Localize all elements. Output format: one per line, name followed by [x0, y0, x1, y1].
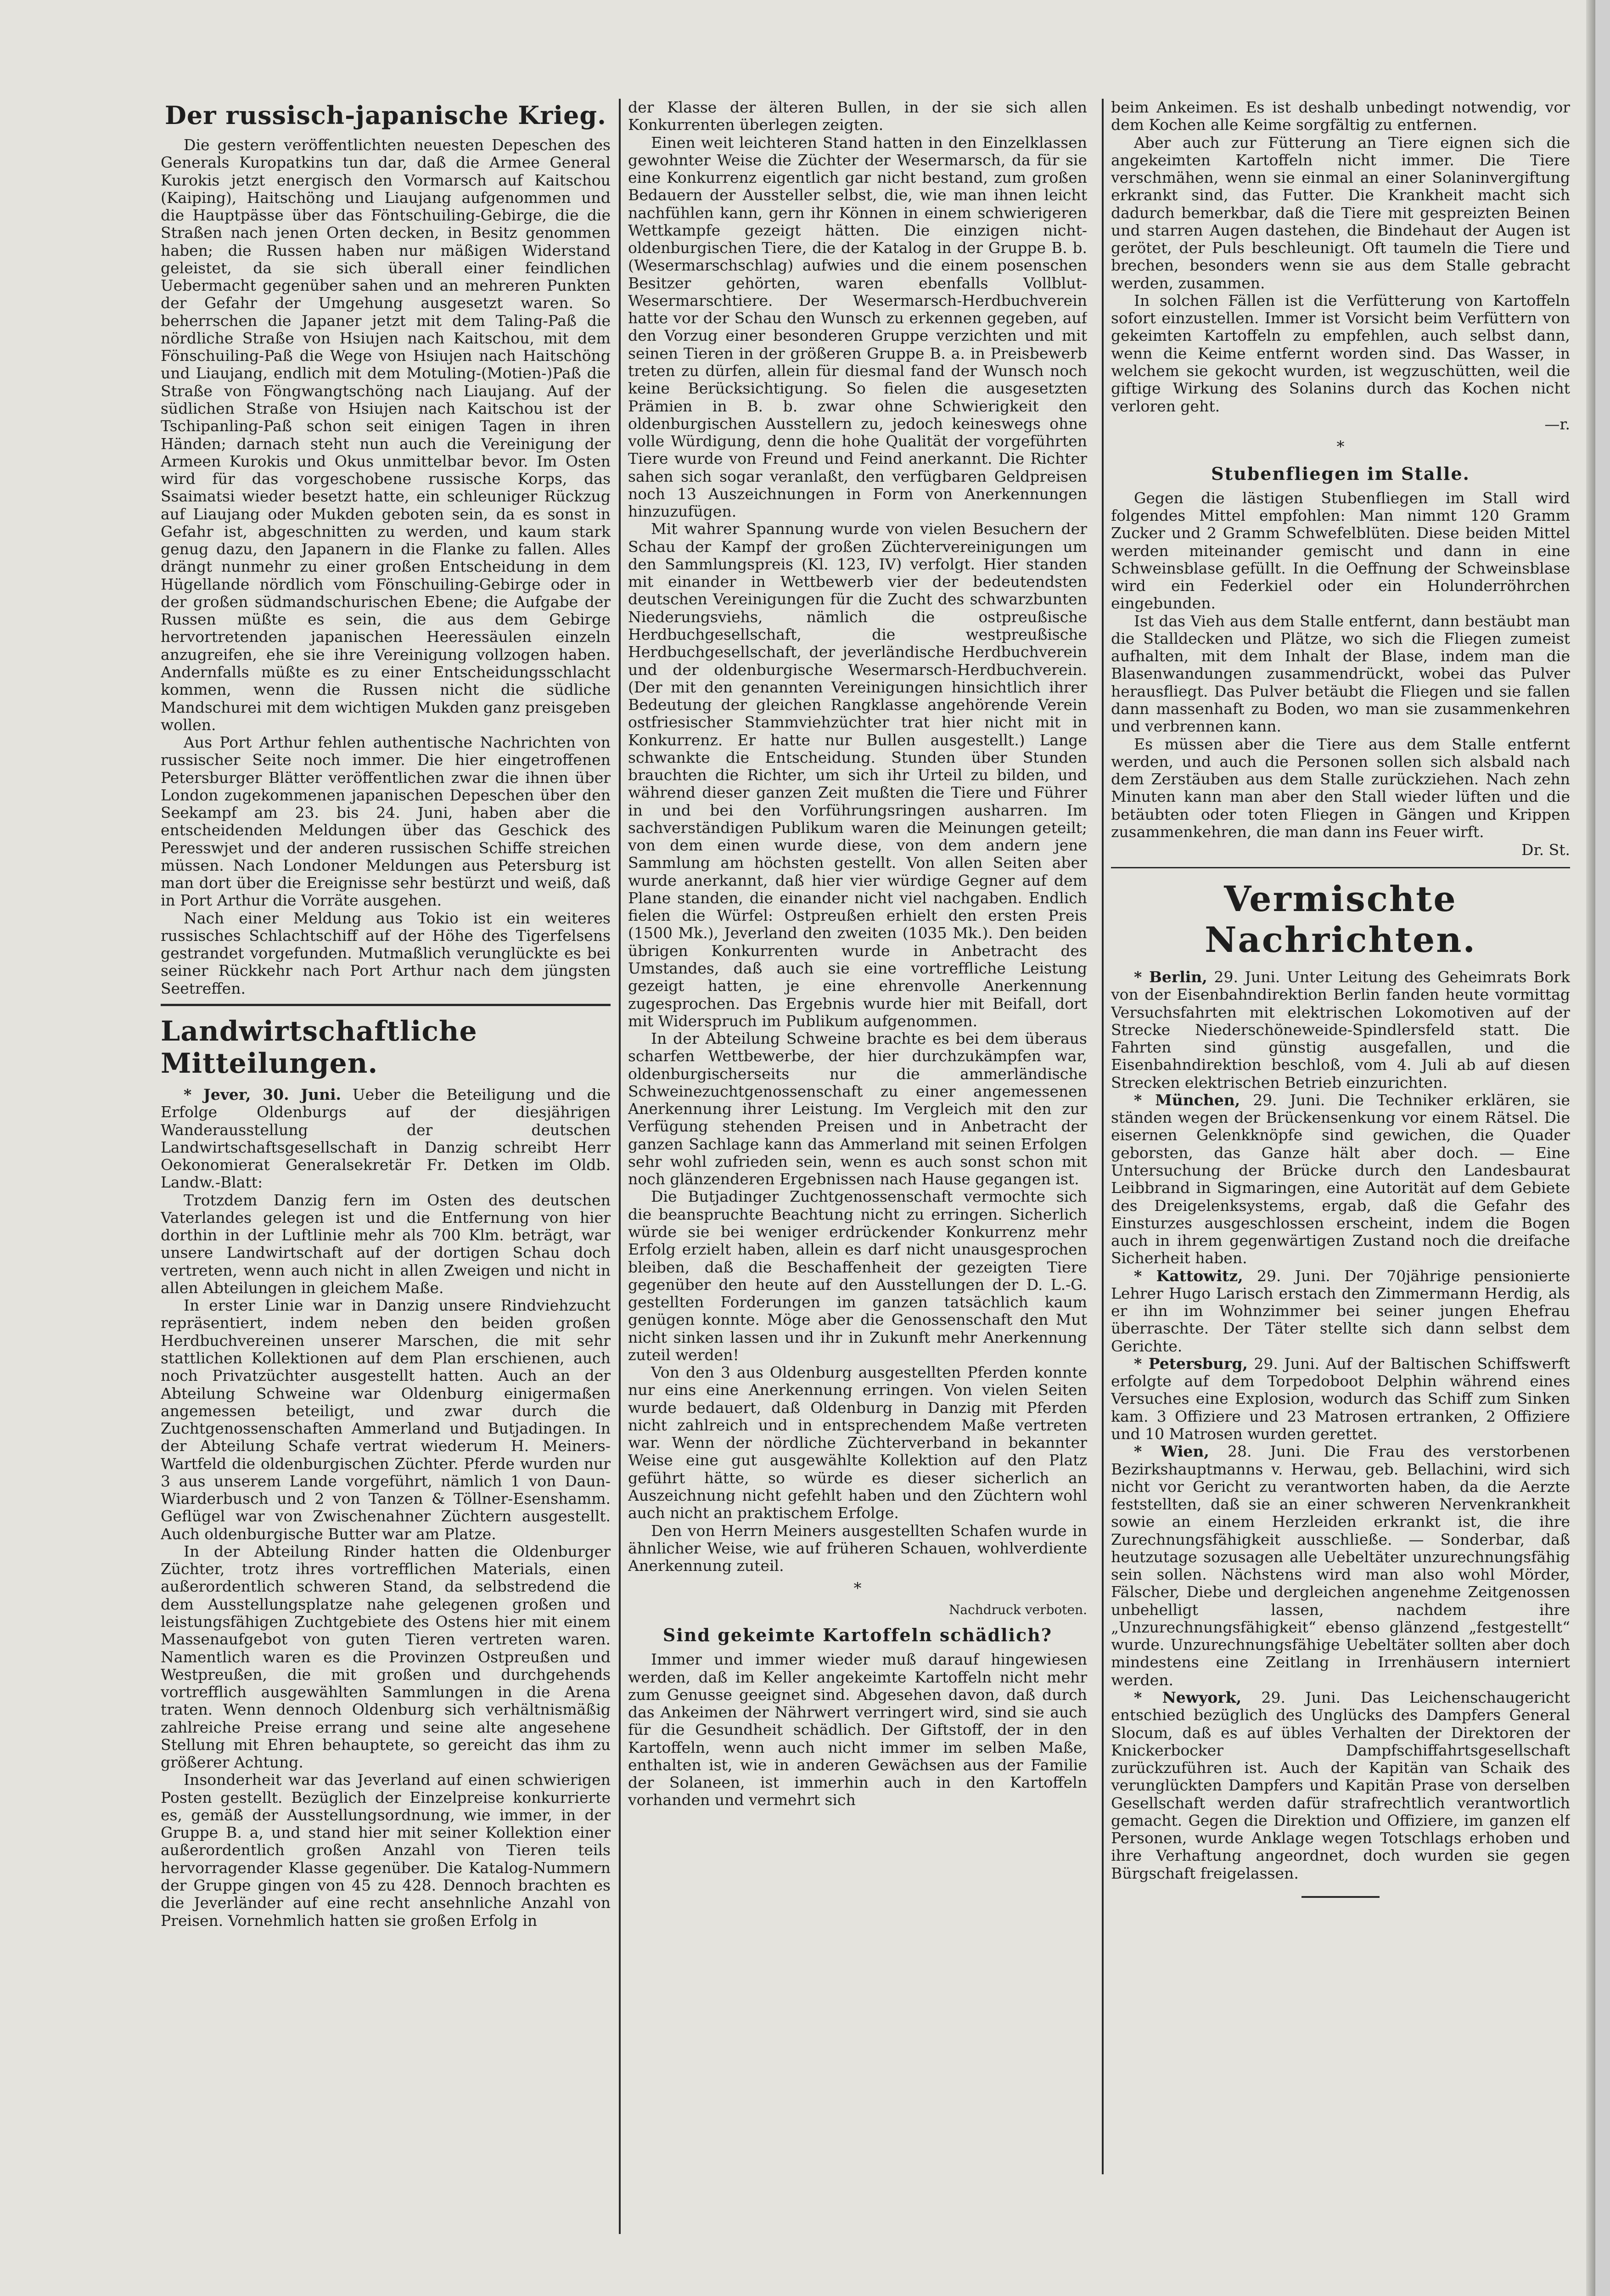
column-1 — [161, 99, 611, 2296]
news-text: 29. Juni. Unter Leitung des Geheimrats Bork von der Eisenbahndirektion Berlin fanden heute vormittag Versuchsfahrten mit elektrischen Lokomotiven auf der Strecke Niederschöneweide-Spindlersfeld statt. Die Fahrten sind günstig ausgefallen, und die Eisenbahndirektion beschloß, vom 4. Juli ab auf diesen Strecken elektrischen Betrieb einzurichten. — [1111, 968, 1570, 1092]
article-paragraph: Von den 3 aus Oldenburg ausgestellten Pferden konnte nur eins eine Anerkennung erringen. Von vielen Seiten wurde bedauert, daß Oldenburg in Danzig mit Pferden nicht zahlreich und in entsprechendem Maße vertreten war. Wenn der nördliche Züchterverband in bekannter Weise eine gut ausgewählte Kollektion auf den Platz geführt hätte, so würde es dieser sicherlich an Auszeichnung nicht gefehlt haben und den Züchtern wohl auch nicht an praktischem Erfolge. — [628, 1363, 1087, 1522]
news-item — [1111, 1092, 1570, 1267]
article-paragraph: Ist das Vieh aus dem Stalle entfernt, dann bestäubt man die Stalldecken und Plätze, wo sich die Fliegen zumeist aufhalten, mit dem Inhalt der Blase, indem man die Blasenwandungen zusammendrückt, wobei das Pulver herausfliegt. Das Pulver betäubt die Fliegen und sie fallen dann massenhaft zu Boden, wo man sie zusammenkehren und verbrennen kann. — [1111, 612, 1570, 736]
article-paragraph: Den von Herrn Meiners ausgestellten Schafen wurde in ähnlicher Weise, wie auf früheren Schauen, wohlverdiente Anerkennung zuteil. — [628, 1521, 1087, 1575]
article-paragraph: In solchen Fällen ist die Verfütterung von Kartoffeln sofort einzustellen. Immer ist Vorsicht beim Verfüttern von gekeimten Kartoffeln zu empfehlen, auch selbst dann, wenn die Keime entfernt worden sind. Das Wasser, in welchem sie gekocht wurden, ist wegzuschütten, weil die giftige Wirkung des Solanins durch das Kochen nicht verloren geht. — [1111, 291, 1570, 415]
news-item — [1111, 1267, 1570, 1355]
section-divider — [161, 1004, 611, 1006]
column-divider — [619, 99, 621, 2234]
section-title-misc-news: Vermischte Nachrichten. — [1205, 878, 1476, 961]
author-signature: —r. — [1544, 415, 1570, 433]
news-item — [1111, 1443, 1570, 1689]
article-paragraph: Immer und immer wieder muß darauf hingewiesen werden, daß im Keller angekeimte Kartoffeln nicht mehr zum Genusse geeignet sind. Abgesehen davon, daß durch das Ankeimen der Nährwert verringert wird, sind sie auch für die Gesundheit schädlich. Der Giftstoff, der in den Kartoffeln, wenn auch nicht immer im selben Maße, enthalten ist, wie in anderen Gewächsen aus der Familie der Solaneen, ist immerhin auch in den Kartoffeln vorhanden und vermehrt sich — [628, 1650, 1087, 1809]
column-2 — [628, 99, 1087, 2296]
article-title-war: Der russisch-japanische Krieg. — [165, 101, 606, 130]
article-paragraph: der Klasse der älteren Bullen, in der sie sich allen Konkurrenten überlegen zeigten. — [628, 99, 1087, 134]
dateline: * Wien, — [1134, 1442, 1209, 1461]
article-paragraph — [161, 1086, 611, 1192]
article-paragraph: In der Abteilung Rinder hatten die Oldenburger Züchter, trotz ihres vortrefflichen Materials, einen außerordentlich schweren Stand, da selbstredend die dem Ausstellungsplatze nahe gelegenen großen und leistungsfähigen Zuchtgebiete des Ostens hier mit einem Massenaufgebot von guten Tieren vertreten waren. Namentlich waren es die Provinzen Ostpreußen und Westpreußen, die mit großen und durchgehends vortrefflich ausgewählten Sammlungen in die Arena traten. Wenn dennoch Oldenburg sich verhältnismäßig zahlreiche Preise errang und seine alte angesehene Stellung mit Ehren behauptete, so gereicht das ihm zu größerer Achtung. — [161, 1542, 611, 1772]
dateline: * München, — [1134, 1091, 1240, 1109]
section-divider — [1111, 867, 1570, 868]
news-text: 29. Juni. Der 70jährige pensionierte Lehrer Hugo Larisch erstach den Zimmermann Herdig, als er ihn im Wohnzimmer bei seiner jungen Ehefrau überraschte. Der Täter stellte sich dann selbst dem Gerichte. — [1111, 1266, 1570, 1355]
dateline: * Petersburg, — [1134, 1354, 1248, 1373]
article-paragraph: In der Abteilung Schweine brachte es bei dem überaus scharfen Wettbewerbe, der hier durchzukämpfen war, oldenburgischerseits nur die ammerländische Schweinezuchtgenossenschaft zu einer angemessenen Anerkennung ihrer Leistung. Im Vergleich mit den zur Verfügung stehenden Preisen und in Anbetracht der ganzen Sachlage kann das Ammerland mit seinen Erfolgen sehr wohl zufrieden sein, wenn es auch sonst schon mit noch glänzenderen Ergebnissen nach Hause gegangen ist. — [628, 1030, 1087, 1188]
news-item — [1111, 968, 1570, 1092]
article-paragraph: In erster Linie war in Danzig unsere Rindviehzucht repräsentiert, indem neben den beiden großen Herdbuchvereinen unserer Marschen, die mit sehr stattlichen Kollektionen auf dem Plan erschienen, auch noch Privatzüchter ausgestellt hatten. Auch an der Abteilung Schweine war Oldenburg einigermaßen angemessen beteiligt, und zwar durch die Zuchtgenossenschaften Ammerland und Butjadingen. In der Abteilung Schafe vertrat wiederum H. Meiners-Wartfeld die oldenburgischen Züchter. Pferde wurden nur 3 aus unserem Lande vorgeführt, nämlich 1 von Daun-Wiarderbusch und 2 von Tanzen & Töllner-Esenshamm. Geflügel war von Zwischenahner Züchtern ausgestellt. Auch oldenburgische Butter war am Platze. — [161, 1296, 611, 1543]
dateline: * Kattowitz, — [1134, 1266, 1243, 1285]
separator-star: * — [853, 1579, 862, 1598]
news-text: 29. Juni. Die Techniker erklären, sie ständen wegen der Brückensenkung vor einem Rätsel. Die eisernen Gelenkknöpfe sind gewichen, die Quader geborsten, das Ganze hält aber doch. — Eine Untersuchung der Brücke durch den Landesbaurat Leibbrand in Sigmaringen, eine Autorität auf dem Gebiete des Dreigelenksystems, ergab, daß die Gefahr des Einsturzes ausgeschlossen erscheint, indem die Bogen auch in ihrem gegenwärtigen Zustand noch die dreifache Sicherheit haben. — [1111, 1091, 1570, 1267]
article-paragraph: Die gestern veröffentlichten neuesten Depeschen des Generals Kuropatkins tun dar, daß die Armee General Kurokis jetzt energisch den Vormarsch auf Kaitschou (Kaiping), Haitschöng und Liaujang aufgenommen und die Hauptpässe über das Föntschuiling-Gebirge, die die Straßen nach jenen Orten decken, in Besitz genommen haben; die Russen haben nur mäßigen Widerstand geleistet, da sie sich überall einer feindlichen Uebermacht gegenüber sahen und an mehreren Punkten der Gefahr der Umgehung ausgesetzt waren. So beherrschen die Japaner jetzt mit dem Taling-Paß die nördliche Straße von Hsiujen nach Kaitschou, mit dem Fönschuiling-Paß die Wege von Hsiujen nach Haitschöng und Liaujang, endlich mit dem Motuling-(Motien-)Paß die Straße von Föngwangtschöng nach Liaujang. Auf der südlichen Straße von Hsiujen nach Kaitschou ist der Tschipanling-Paß schon seit einigen Tagen in ihren Händen; darnach steht nun auch die Vereinigung der Armeen Kurokis und Okus unmittelbar bevor. Im Osten wird für das vorgeschobene russische Korps, das Ssaimatsi wieder besetzt hatte, ein schleuniger Rückzug auf Liaujang oder Mukden geboten sein, da es sonst in Gefahr ist, abgeschnitten zu werden, und kaum stark genug dazu, den Japanern in die Flanke zu fallen. Alles drängt nunmehr zu einer großen Entscheidung in dem Hügellande nördlich vom Fönschuiling-Gebirge oder in der großen südmandschurischen Ebene; die Aufgabe der Russen müßte es sein, die aus dem Gebirge hervortretenden japanischen Heeressäulen einzeln anzugreifen, ehe sie ihre Vereinigung vollzogen haben. Andernfalls müßte es zu einer Entscheidungsschlacht kommen, wenn die Russen nicht die südliche Mandschurei mit dem wichtigen Mukden ganz preisgeben wollen. — [161, 136, 611, 734]
news-text: 29. Juni. Auf der Baltischen Schiffswerft erfolgte auf dem Torpedoboot Delphin während eines Versuches eine Explosion, wodurch das Schiff zum Sinken kam. 3 Offiziere und 23 Matrosen ertranken, 2 Offiziere und 10 Matrosen wurden gerettet. — [1111, 1354, 1570, 1443]
article-paragraph: Es müssen aber die Tiere aus dem Stalle entfernt werden, und auch die Personen sollen sich alsbald nach dem Zerstäuben aus dem Stalle zurückziehen. Nach zehn Minuten kann man aber den Stall wieder lüften und die betäubten oder toten Fliegen in Gängen und Krippen zusammenkehren, die man dann ins Feuer wirft. — [1111, 735, 1570, 841]
paragraph-text: Ueber die Beteiligung und die Erfolge Oldenburgs auf der diesjährigen Wanderausstellung der deutschen Landwirtschaftsgesellschaft in Danzig schreibt Herr Oekonomierat Generalsekretär Fr. Detken im Oldb. Landw.-Blatt: — [161, 1086, 611, 1192]
dateline: * Newyork, — [1134, 1688, 1242, 1706]
article-paragraph: Nach einer Meldung aus Tokio ist ein weiteres russisches Schlachtschiff auf der Höhe des Tigerfelsens gestrandet vorgefunden. Mutmaßlich verunglückte es bei seiner Rückkehr nach Port Arthur nach dem jüngsten Seetreffen. — [161, 909, 611, 997]
article-paragraph: Aber auch zur Fütterung an Tiere eignen sich die angekeimten Kartoffeln nicht immer. Die Tiere verschmähen, wenn sie einmal an einer Solaninvergiftung erkrankt sind, das Futter. Die Krankheit macht sich dadurch bemerkbar, daß die Tiere mit gespreizten Beinen und starren Augen dastehen, die Bindehaut der Augen ist gerötet, der Puls beschleunigt. Oft taumeln die Tiere und brechen, besonders wenn sie aus dem Stalle gebracht werden, zusammen. — [1111, 133, 1570, 292]
article-paragraph: Aus Port Arthur fehlen authentische Nachrichten von russischer Seite noch immer. Die hier eingetroffenen Petersburger Blätter veröffentlichen zwar die ihnen über London zugekommenen japanischen Depeschen über den Seekampf am 23. bis 24. Juni, haben aber die entscheidenden Meldungen über das Geschick des Peresswjet und der anderen russischen Schiffe streichen müssen. Nach Londoner Meldungen aus Petersburg ist man dort über die Ereignisse sehr bestürzt und weiß, daß in Port Arthur die Vorräte ausgehen. — [161, 733, 611, 910]
news-text: 28. Juni. Die Frau des verstorbenen Bezirkshauptmanns v. Herwau, geb. Bellachini, wird sich nicht vor Gericht zu verantworten haben, da die Aerzte feststellten, daß sie an einer schweren Nervenkrankheit sowie an einem Herzleiden erkrankt ist, die ihre Zurechnungsfähigkeit ausschließe. — Sonderbar, daß heutzutage sozusagen alle Uebeltäter unzurechnungsfähig sein sollen. Nächstens wird man also wohl Mörder, Fälscher, Diebe und dergleichen angenehme Zeitgenossen unbehelligt lassen, nachdem ihre „Unzurechnungsfähigkeit“ ebenso glänzend „festgestellt“ wurde. Unzurechnungsfähige Uebeltäter sollten aber doch mindestens eine Zeitlang in Irrenhäusern interniert werden. — [1111, 1442, 1570, 1689]
article-paragraph: Die Butjadinger Zuchtgenossenschaft vermochte sich die beanspruchte Beachtung nicht zu erringen. Sicherlich würde sie bei weniger erdrückender Konkurrenz mehr Erfolg erzielt haben, allein es darf nicht unausgesprochen bleiben, daß die Beschaffenheit der gezeigten Tiere gegenüber den heute auf den Ausstellungen der D. L.-G. gestellten Forderungen im ganzen tatsächlich kaum genügen konnte. Möge aber die Genossenschaft den Mut nicht sinken lassen und ihr in Zukunft mehr Anerkennung zuteil werden! — [628, 1187, 1087, 1364]
column-3 — [1111, 99, 1570, 2296]
article-title-potatoes: Sind gekeimte Kartoffeln schädlich? — [662, 1625, 1053, 1646]
article-paragraph: Mit wahrer Spannung wurde von vielen Besuchern der Schau der Kampf der großen Züchtervereinigungen um den Sammlungspreis (Kl. 123, IV) verfolgt. Hier standen mit einander in Wettbewerb vier der bedeutendsten deutschen Vereinigungen für die Zucht des schwarzbunten Niederungsviehs, nämlich die ostpreußische Herdbuchgesellschaft, die westpreußische Herdbuchgesellschaft, der jeverländische Herdbuchverein und der oldenburgische Wesermarsch-Herdbuchverein. (Der mit den genannten Vereinigungen hinsichtlich ihrer Bedeutung der gleichen Rangklasse angehörende Verein ostfriesischer Stammviehzüchter trat hier nicht mit in Konkurrenz. Er hatte nur Bullen ausgestellt.) Lange schwankte die Entscheidung. Stunden über Stunden brauchten die Richter, um sich ihr Urteil zu bilden, und während dieser ganzen Zeit mußten die Tiere und Führer in und bei den Vorführungsringen ausharren. Im sachverständigen Publikum waren die Meinungen geteilt; von dem einen wurde diese, von dem andern jene Sammlung am höchsten gestellt. Von allen Seiten aber wurde anerkannt, daß hier vier würdige Gegner auf dem Plane standen, die einander nicht viel nachgaben. Endlich fielen die Würfel: Ostpreußen erhielt den ersten Preis (1500 Mk.), Jeverland den zweiten (1035 Mk.). Den beiden übrigen Konkurrenten wurde in Anbetracht des Umstandes, daß auch sie eine vortreffliche Leistung gezeigt hatten, je eine ehrenvolle Anerkennung zugesprochen. Das Ergebnis wurde hier mit Beifall, dort mit Widerspruch im Publikum aufgenommen. — [628, 520, 1087, 1030]
section-title-agriculture: Landwirtschaftliche Mitteilungen. — [161, 1015, 477, 1080]
column-divider — [1102, 99, 1104, 2174]
news-text: 29. Juni. Das Leichenschaugericht entschied bezüglich des Unglücks des Dampfers General Slocum, daß es auf übles Verhalten der Direktoren der Knickerbocker Dampfschiffahrtsgesellschaft zurückzuführen ist. Auch der Kapitän van Schaik des verunglückten Dampfers und Kapitän Prase von derselben Gesellschaft werden dafür strafrechtlich verantwortlich gemacht. Gegen die Direktion und Offiziere, im ganzen elf Personen, wurde Anklage wegen Totschlags erhoben und ihre Verhaftung angeordnet, doch wurden sie gegen Bürgschaft freigelassen. — [1111, 1688, 1570, 1882]
article-paragraph: Einen weit leichteren Stand hatten in den Einzelklassen gewohnter Weise die Züchter der Wesermarsch, da für sie eine Konkurrenz eigentlich gar nicht bestand, zum großen Bedauern der Aussteller selbst, die, wie man ihnen leicht nachfühlen kann, gern ihr Können in einem schwierigeren Wettkampfe gezeigt hätten. Die einzigen nicht-oldenburgischen Tiere, die der Katalog in der Gruppe B. b. (Wesermarschschlag) aufwies und die einem posenschen Besitzer gehörten, waren ebenfalls Vollblut-Wesermarschtiere. Der Wesermarsch-Herdbuchverein hatte vor der Schau den Wunsch zu erkennen gegeben, auf den Vorzug einer besonderen Gruppe verzichten und mit seinen Tieren in der größeren Gruppe B. a. in Preisbewerb treten zu dürfen, allein für diesmal fand der Wunsch noch keine Berücksichtigung. So fielen die ausgesetzten Prämien in B. b. zwar ohne Schwierigkeit den oldenburgischen Ausstellern zu, jedoch keineswegs ohne volle Würdigung, denn die hohe Qualität der vorgeführten Tiere wurde von Freund und Feind anerkannt. Die Richter sahen sich sogar veranlaßt, den verfügbaren Geldpreisen noch 13 Auszeichnungen in Form von Anerkennungen hinzuzufügen. — [628, 133, 1087, 521]
article-paragraph: Gegen die lästigen Stubenfliegen im Stall wird folgendes Mittel empfohlen: Man nimmt 120 Gramm Zucker und 2 Gramm Schwefelblüten. Diese beiden Mittel werden miteinander gemischt und dann in eine Schweinsblase gefüllt. In die Oeffnung der Schweinsblase wird ein Federkiel oder ein Holunderröhrchen eingebunden. — [1111, 489, 1570, 613]
dateline: * Berlin, — [1134, 968, 1207, 986]
article-title-flies: Stubenfliegen im Stalle. — [1211, 463, 1470, 484]
dateline: * Jever, 30. Juni. — [184, 1086, 342, 1104]
separator-star: * — [1336, 437, 1345, 456]
news-item — [1111, 1355, 1570, 1443]
news-item — [1111, 1689, 1570, 1882]
end-rule — [1301, 1896, 1380, 1898]
article-paragraph: beim Ankeimen. Es ist deshalb unbedingt notwendig, vor dem Kochen alle Keime sorgfältig zu entfernen. — [1111, 99, 1570, 134]
article-paragraph: Insonderheit war das Jeverland auf einen schwierigen Posten gestellt. Bezüglich der Einzelpreise konkurrierte es, gemäß der Ausstellungsordnung, wie immer, in der Gruppe B. a, und stand hier mit seiner Kollektion einer außerordentlich großen Anzahl von Tieren teils hervorragender Klasse gegenüber. Die Katalog-Nummern der Gruppe gingen von 45 zu 428. Dennoch brachten es die Jeverländer auf eine recht ansehnliche Anzahl von Preisen. Vornehmlich hatten sie großen Erfolg in — [161, 1771, 611, 1930]
reprint-notice: Nachdruck verboten. — [948, 1602, 1087, 1618]
author-signature: Dr. St. — [1521, 841, 1570, 859]
article-paragraph: Trotzdem Danzig fern im Osten des deutschen Vaterlandes gelegen ist und die Entfernung von hier dorthin in der Luftlinie mehr als 700 Klm. beträgt, war unsere Landwirtschaft auf der dortigen Schau doch vertreten, wenn auch nicht in allen Zweigen und nicht in allen Abteilungen in gleichem Maße. — [161, 1191, 611, 1297]
